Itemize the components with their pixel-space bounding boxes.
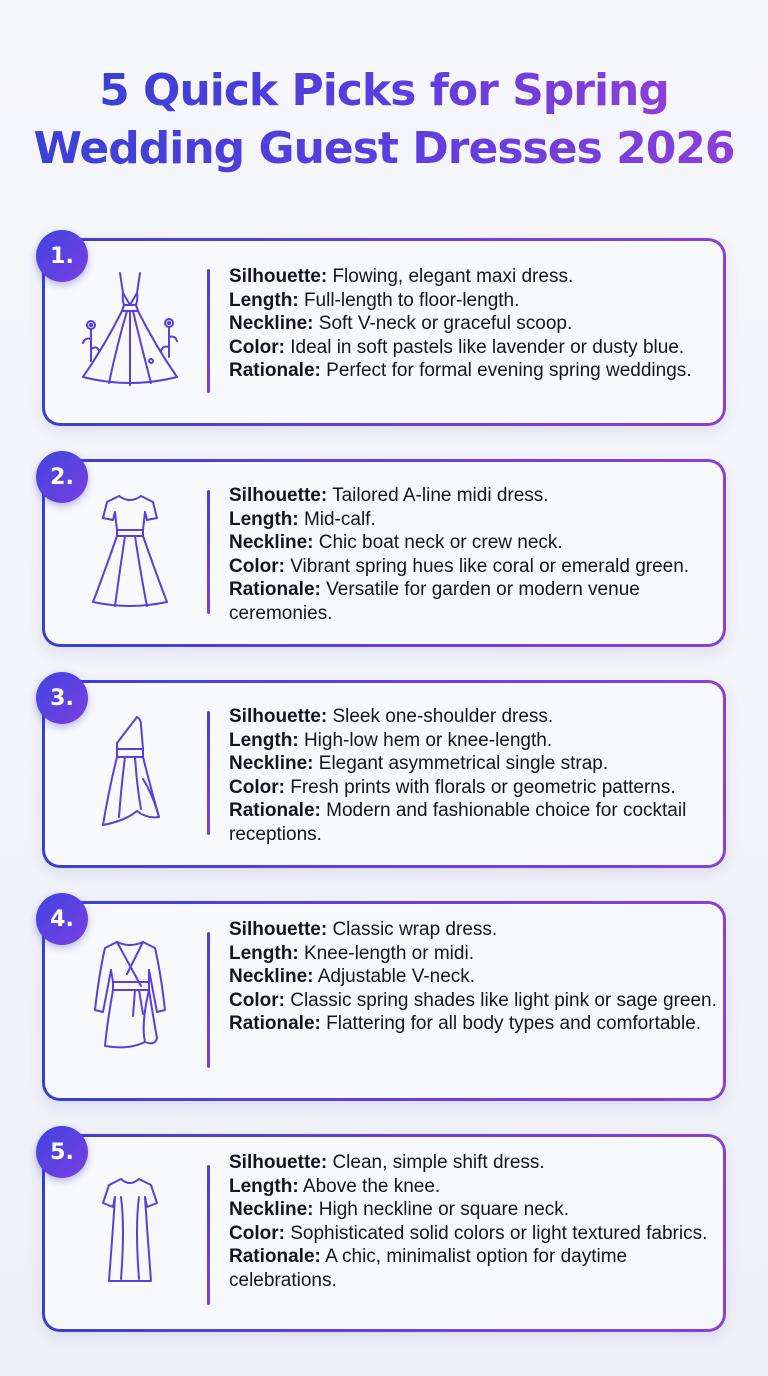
pick-number-badge: 5. bbox=[36, 1126, 88, 1178]
rationale-row: Rationale: A chic, minimalist option for daytime celebrations. bbox=[229, 1246, 628, 1291]
card-divider bbox=[207, 711, 210, 835]
neckline-row: Neckline: Chic boat neck or crew neck. bbox=[229, 532, 563, 553]
pick-card-4 bbox=[42, 901, 726, 1101]
title-line-1: 5 Quick Picks for Spring bbox=[99, 65, 669, 116]
length-row: Length: Mid-calf. bbox=[229, 508, 376, 530]
card-divider bbox=[207, 269, 210, 393]
color-row: Color: Vibrant spring hues like coral or emerald green. bbox=[229, 555, 690, 577]
page-title bbox=[0, 62, 768, 178]
pick-card-2 bbox=[42, 459, 726, 647]
neckline-row: Neckline: Elegant asymmetrical single strap. bbox=[229, 753, 609, 774]
one-shoulder-dress-icon bbox=[75, 709, 185, 839]
color-row: Color: Fresh prints with florals or geometric patterns. bbox=[229, 776, 676, 798]
pick-details bbox=[229, 265, 719, 383]
pick-details bbox=[229, 1151, 719, 1292]
neckline-row: Neckline: Adjustable V-neck. bbox=[229, 966, 476, 987]
pick-number-badge: 2. bbox=[36, 451, 88, 503]
neckline-row: Neckline: Soft V-neck or graceful scoop. bbox=[229, 313, 573, 334]
color-row: Color: Ideal in soft pastels like lavender or dusty blue. bbox=[229, 336, 685, 358]
length-row: Length: Full-length to floor-length. bbox=[229, 289, 520, 311]
length-row: Length: Knee-length or midi. bbox=[229, 942, 474, 964]
pick-number-badge: 3. bbox=[36, 672, 88, 724]
pick-number-badge: 1. bbox=[36, 230, 88, 282]
a-line-midi-dress-icon bbox=[75, 486, 185, 616]
card-divider bbox=[207, 932, 210, 1068]
silhouette-row: Silhouette: Flowing, elegant maxi dress. bbox=[229, 266, 574, 287]
maxi-dress-with-flowers-icon bbox=[75, 265, 185, 395]
pick-card-1 bbox=[42, 238, 726, 426]
card-divider bbox=[207, 1165, 210, 1305]
title-line-2: Wedding Guest Dresses 2026 bbox=[33, 123, 735, 174]
wrap-dress-icon bbox=[75, 934, 185, 1064]
rationale-row: Rationale: Perfect for formal evening spring weddings. bbox=[229, 360, 692, 381]
pick-card-5 bbox=[42, 1134, 726, 1332]
shift-dress-icon bbox=[75, 1167, 185, 1297]
silhouette-row: Silhouette: Clean, simple shift dress. bbox=[229, 1152, 545, 1173]
silhouette-row: Silhouette: Sleek one-shoulder dress. bbox=[229, 706, 554, 727]
rationale-row: Rationale: Flattering for all body types and comfortable. bbox=[229, 1013, 702, 1034]
color-row: Color: Classic spring shades like light pink or sage green. bbox=[229, 989, 717, 1011]
pick-details bbox=[229, 705, 719, 846]
card-divider bbox=[207, 490, 210, 614]
rationale-row: Rationale: Versatile for garden or modern venue ceremonies. bbox=[229, 579, 640, 624]
silhouette-row: Silhouette: Tailored A-line midi dress. bbox=[229, 485, 549, 506]
pick-details bbox=[229, 918, 719, 1036]
color-row: Color: Sophisticated solid colors or light textured fabrics. bbox=[229, 1222, 708, 1244]
neckline-row: Neckline: High neckline or square neck. bbox=[229, 1199, 570, 1220]
length-row: Length: Above the knee. bbox=[229, 1175, 441, 1197]
silhouette-row: Silhouette: Classic wrap dress. bbox=[229, 919, 498, 940]
length-row: Length: High-low hem or knee-length. bbox=[229, 729, 553, 751]
pick-details bbox=[229, 484, 719, 625]
pick-card-3 bbox=[42, 680, 726, 868]
pick-number-badge: 4. bbox=[36, 893, 88, 945]
rationale-row: Rationale: Modern and fashionable choice for cocktail receptions. bbox=[229, 800, 687, 845]
